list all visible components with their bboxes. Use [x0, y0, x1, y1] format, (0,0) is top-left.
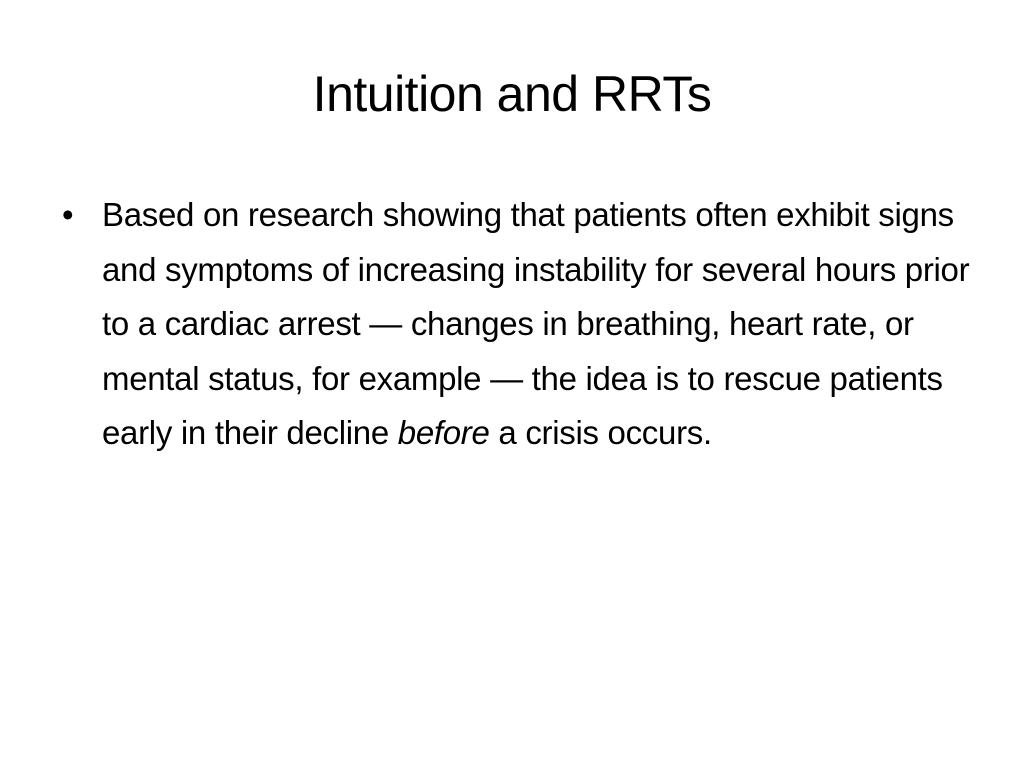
- slide-title: Intuition and RRTs: [312, 66, 712, 122]
- bullet-list: [60, 188, 970, 461]
- bullet-text: Based on research showing that patients often exhibit signs and symptoms of increasing instability for several hours prior to a cardiac arrest — changes in breathing, heart rate, or mental status, for example — the idea is to rescue patients early in their decline: [102, 196, 970, 451]
- bullet-item: [60, 188, 970, 461]
- bullet-emphasis: before: [397, 414, 490, 451]
- bullet-icon: •: [62, 196, 74, 233]
- bullet-text-end: a crisis occurs.: [489, 414, 712, 451]
